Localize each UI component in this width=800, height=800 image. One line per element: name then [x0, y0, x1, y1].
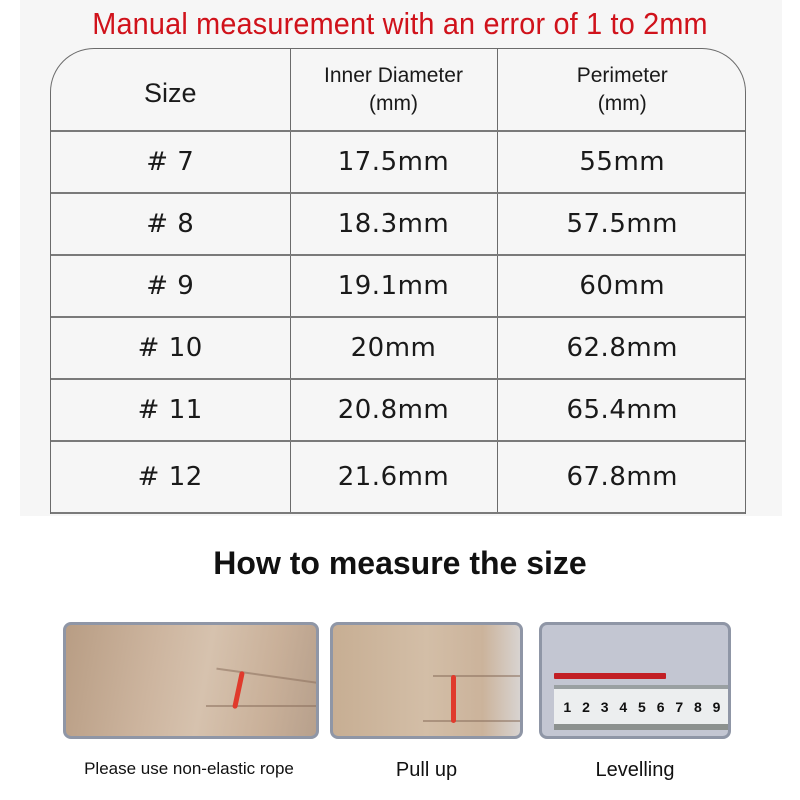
finger-crease: [206, 705, 319, 707]
header-size: Size: [51, 49, 290, 131]
red-rope-icon: [232, 671, 245, 709]
ruler-number: 6: [656, 698, 665, 715]
step-pull-up: [330, 622, 523, 782]
header-inner-diameter: [290, 49, 497, 131]
cell-inner-diameter: 19.1mm: [290, 255, 497, 317]
cell-perimeter: 55mm: [497, 131, 746, 193]
step-caption: Please use non-elastic rope: [84, 759, 294, 778]
cell-perimeter: 62.8mm: [497, 317, 746, 379]
cell-size: # 11: [51, 379, 290, 441]
ruler-number: 8: [694, 698, 702, 715]
step-caption: Levelling: [595, 759, 675, 781]
finger-crease: [216, 668, 319, 685]
step-caption: Pull up: [395, 759, 458, 781]
table-header-row: [51, 49, 746, 131]
size-chart-table: [51, 49, 746, 514]
finger-rope-image: [330, 622, 523, 739]
ruler-icon: [554, 685, 730, 730]
cell-perimeter: 65.4mm: [497, 379, 746, 441]
cell-size: # 9: [51, 255, 290, 317]
table-row: [51, 193, 746, 255]
ruler-image: [539, 622, 731, 739]
cell-inner-diameter: 18.3mm: [290, 193, 497, 255]
how-to-measure-title: How to measure the size: [213, 545, 587, 581]
ruler-number: 7: [675, 698, 684, 715]
finger-crease: [433, 675, 523, 677]
ruler-number: 5: [638, 698, 646, 715]
measurement-error-headline: Manual measurement with an error of 1 to 2mm: [92, 6, 708, 41]
cell-size: # 7: [51, 131, 290, 193]
ruler-number: 9: [712, 698, 721, 715]
ruler-number: 4: [619, 698, 628, 715]
ruler-number: 1: [563, 698, 572, 715]
red-rope-icon: [554, 673, 666, 679]
cell-perimeter: 67.8mm: [497, 441, 746, 513]
header-perimeter-unit: (mm): [597, 91, 647, 115]
finger-crease: [423, 720, 523, 722]
table-row: [51, 441, 746, 513]
size-chart-table-frame: [50, 48, 746, 514]
ruler-number: 3: [600, 698, 609, 715]
cell-perimeter: 60mm: [497, 255, 746, 317]
red-rope-icon: [451, 675, 456, 723]
table-row: [51, 131, 746, 193]
step-levelling: [539, 622, 731, 782]
cell-size: # 8: [51, 193, 290, 255]
header-inner-diameter-label: Inner Diameter: [324, 63, 463, 87]
table-row: [51, 317, 746, 379]
header-inner-diameter-unit: (mm): [369, 91, 418, 115]
table-row: [51, 379, 746, 441]
header-perimeter-label: Perimeter: [576, 63, 668, 87]
cell-size: # 10: [51, 317, 290, 379]
header-perimeter: [497, 49, 746, 131]
cell-inner-diameter: 20.8mm: [290, 379, 497, 441]
cell-inner-diameter: 20mm: [290, 317, 497, 379]
step-non-elastic-rope: [63, 622, 319, 779]
ruler-number: 2: [582, 698, 590, 715]
cell-inner-diameter: 17.5mm: [290, 131, 497, 193]
table-row: [51, 255, 746, 317]
cell-size: # 12: [51, 441, 290, 513]
cell-perimeter: 57.5mm: [497, 193, 746, 255]
hand-rope-image: [63, 622, 319, 739]
cell-inner-diameter: 21.6mm: [290, 441, 497, 513]
